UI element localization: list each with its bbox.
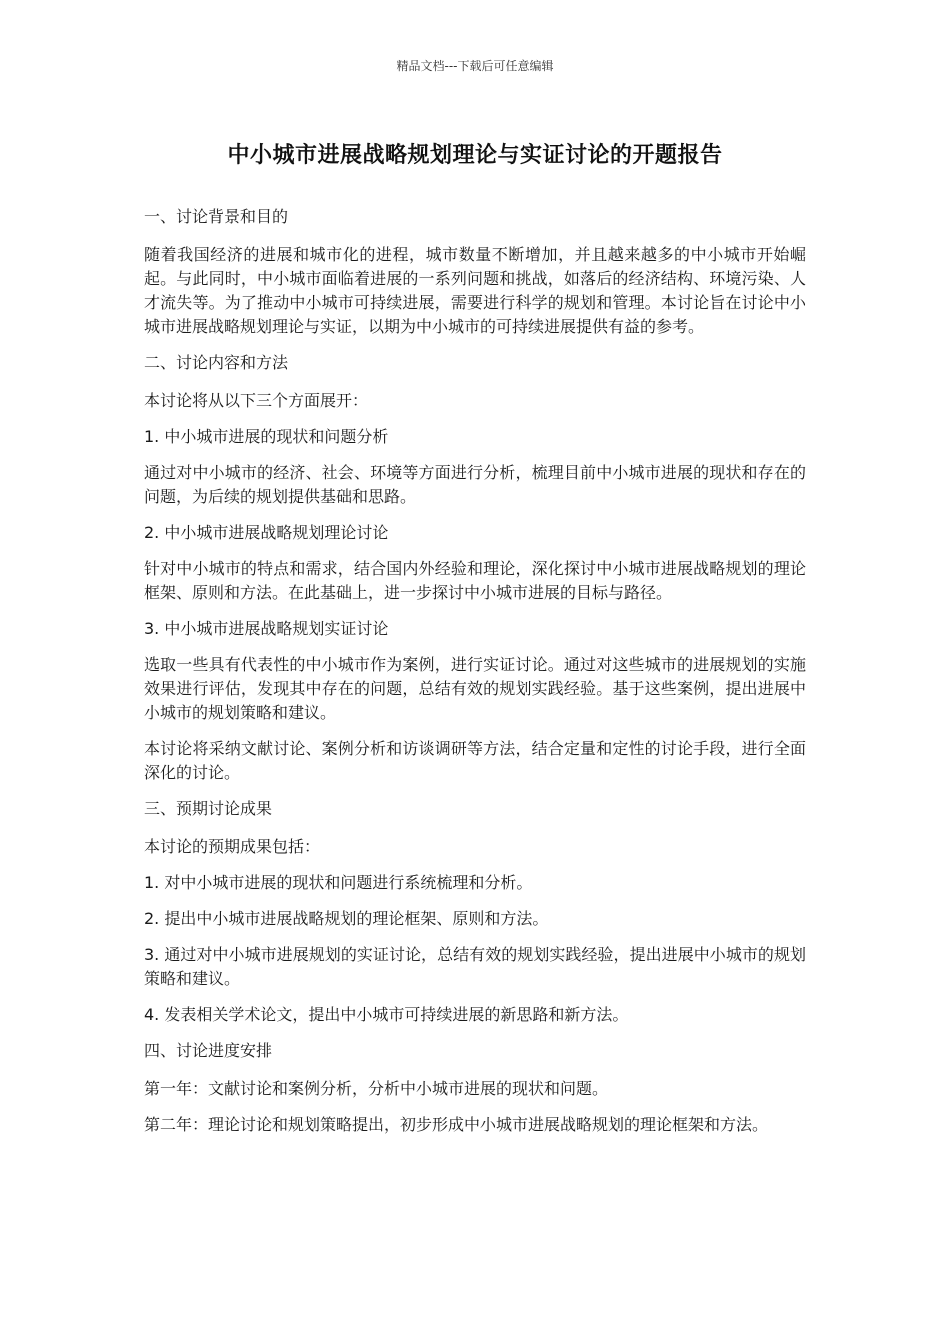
subheading-empirical: 3. 中小城市进展战略规划实证讨论 (144, 619, 389, 638)
schedule-year-1: 第一年：文献讨论和案例分析，分析中小城市进展的现状和问题。 (144, 1079, 609, 1098)
paragraph-background: 随着我国经济的进展和城市化的进程，城市数量不断增加，并且越来越多的中小城市开始崛起。与此同时，中小城市面临着进展的一系列问题和挑战，如落后的经济结构、环境污染、人才流失等。为了推动中小城市可持续进展，需要进行科学的规划和管理。本讨论旨在讨论中小城市进展战略规划理论与实证，以期为中小城市的可持续进展提供有益的参考。 (144, 245, 806, 336)
list-item-result-1: 1. 对中小城市进展的现状和问题进行系统梳理和分析。 (144, 873, 533, 892)
list-item-result-2: 2. 提出中小城市进展战略规划的理论框架、原则和方法。 (144, 909, 549, 928)
section-heading-expected-results: 三、预期讨论成果 (144, 799, 273, 818)
section-heading-background: 一、讨论背景和目的 (144, 207, 289, 226)
subheading-status-analysis: 1. 中小城市进展的现状和问题分析 (144, 427, 389, 446)
paragraph-empirical: 选取一些具有代表性的中小城市作为案例，进行实证讨论。通过对这些城市的进展规划的实施效果进行评估，发现其中存在的问题，总结有效的规划实践经验。基于这些案例，提出进展中小城市的规划策略和建议。 (144, 655, 806, 722)
paragraph-theory: 针对中小城市的特点和需求，结合国内外经验和理论，深化探讨中小城市进展战略规划的理论框架、原则和方法。在此基础上，进一步探讨中小城市进展的目标与路径。 (144, 559, 806, 602)
schedule-year-2: 第二年：理论讨论和规划策略提出，初步形成中小城市进展战略规划的理论框架和方法。 (144, 1115, 769, 1134)
document-title: 中小城市进展战略规划理论与实证讨论的开题报告 (227, 143, 723, 168)
paragraph-status-analysis: 通过对中小城市的经济、社会、环境等方面进行分析，梳理目前中小城市进展的现状和存在的问题，为后续的规划提供基础和思路。 (144, 463, 806, 506)
subheading-theory: 2. 中小城市进展战略规划理论讨论 (144, 523, 389, 542)
list-item-result-3: 3. 通过对中小城市进展规划的实证讨论，总结有效的规划实践经验，提出进展中小城市的规划策略和建议。 (144, 945, 806, 988)
document-body (144, 205, 806, 1149)
page-header: 精品文档---下载后可任意编辑 (396, 59, 554, 73)
paragraph-methods: 本讨论将采纳文献讨论、案例分析和访谈调研等方法，结合定量和定性的讨论手段，进行全面深化的讨论。 (144, 739, 806, 782)
section-heading-content-methods: 二、讨论内容和方法 (144, 353, 289, 372)
paragraph-results-intro: 本讨论的预期成果包括： (144, 837, 321, 856)
paragraph-intro-aspects: 本讨论将从以下三个方面展开： (144, 391, 369, 410)
list-item-result-4: 4. 发表相关学术论文，提出中小城市可持续进展的新思路和新方法。 (144, 1005, 629, 1024)
section-heading-schedule: 四、讨论进度安排 (144, 1041, 273, 1060)
